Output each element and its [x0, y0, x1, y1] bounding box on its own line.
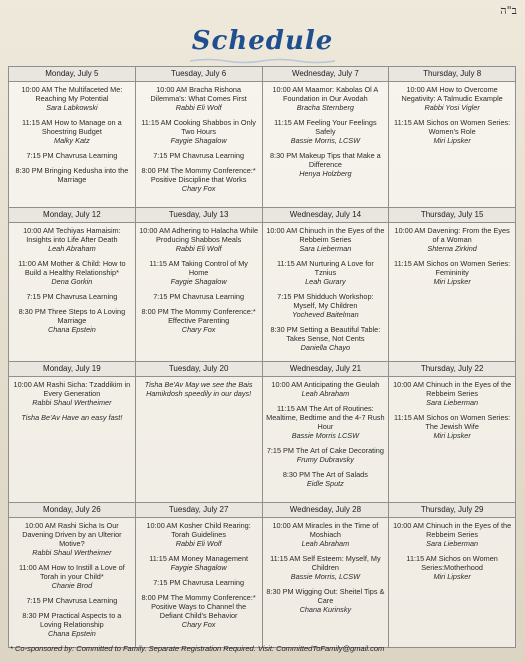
event-speaker: Faygie Shagalow [170, 277, 227, 286]
event-speaker: Daniella Chayo [300, 343, 351, 352]
event-title: 10:00 AM Adhering to Halacha While Producing Shabbos Meals [139, 226, 259, 244]
event-item [392, 118, 512, 145]
day-cell [389, 223, 516, 362]
event-title: 11:15 AM Feeling Your Feelings Safely [274, 118, 377, 136]
event-item [392, 226, 512, 253]
day-header: Monday, July 5 [9, 67, 136, 82]
event-item [139, 118, 259, 145]
event-speaker: Miri Lipsker [433, 136, 471, 145]
day-header: Thursday, July 29 [389, 503, 516, 518]
event-item [12, 380, 132, 407]
event-title: 11:15 AM How to Manage on a Shoestring Budget [22, 118, 122, 136]
event-item [12, 226, 132, 253]
event-item [392, 413, 512, 440]
event-title: 8:30 PM Three Steps to A Loving Marriage [18, 307, 126, 325]
event-title: 8:30 PM Wigging Out: Sheitel Tips & Care [266, 587, 385, 605]
event-item [392, 554, 512, 581]
event-speaker: Sara Lieberman [299, 244, 352, 253]
event-speaker: Eidle Sputz [306, 479, 344, 488]
event-title: 10:00 AM Miracles in the Time of Moshiach [272, 521, 379, 539]
event-title: 7:15 PM Chavrusa Learning [26, 292, 118, 301]
day-cell [135, 223, 262, 362]
day-cell [135, 377, 262, 503]
day-header: Wednesday, July 14 [262, 208, 389, 223]
day-cell [262, 518, 389, 648]
event-speaker: Rabbi Eli Wolf [175, 539, 222, 548]
schedule-grid [8, 66, 516, 648]
event-title: 11:15 AM The Art of Routines: Mealtime, Bedtime and the 4-7 Rush Hour [266, 404, 385, 431]
day-cell [389, 82, 516, 208]
event-title: 8:00 PM The Mommy Conference:* Positive Ways to Channel the Defiant Child's Behavior [141, 593, 256, 620]
event-item [139, 521, 259, 548]
event-speaker: Faygie Shagalow [170, 136, 227, 145]
event-speaker: Sara Labkowski [46, 103, 98, 112]
event-item [139, 578, 259, 587]
event-title: 10:00 AM Rashi Sicha Is Our Davening Driven by an Ulterior Motive? [22, 521, 122, 548]
event-item [392, 521, 512, 548]
event-item [12, 292, 132, 301]
event-item [266, 380, 386, 398]
day-cell [9, 223, 136, 362]
day-header: Monday, July 26 [9, 503, 136, 518]
event-item [266, 118, 386, 145]
event-title: 10:00 AM Chinuch in the Eyes of the Rebbeim Series [393, 521, 512, 539]
title-underline-decoration [190, 58, 335, 64]
event-title: 11:15 AM Self Esteem: Myself, My Children [270, 554, 381, 572]
day-cell [262, 223, 389, 362]
event-title: 11:15 AM Sichos on Women Series: Femininity [394, 259, 511, 277]
day-cell [135, 82, 262, 208]
event-item [139, 307, 259, 334]
event-item [266, 554, 386, 581]
event-speaker: Chary Fox [181, 325, 216, 334]
event-item [266, 446, 386, 464]
event-item [266, 470, 386, 488]
event-item [266, 226, 386, 253]
event-title: 7:15 PM Chavrusa Learning [153, 151, 245, 160]
event-speaker: Leah Abraham [301, 539, 350, 548]
event-title: 11:15 AM Money Management [149, 554, 249, 563]
day-header: Tuesday, July 13 [135, 208, 262, 223]
event-item [12, 563, 132, 590]
event-title: 11:15 AM Sichos on Women Series: Women's Role [394, 118, 511, 136]
day-header: Tuesday, July 20 [135, 362, 262, 377]
event-item [392, 85, 512, 112]
event-title: 7:15 PM Chavrusa Learning [153, 292, 245, 301]
event-title: 11:15 AM Sichos on Women Series: The Jewish Wife [394, 413, 511, 431]
day-header: Monday, July 19 [9, 362, 136, 377]
day-header: Wednesday, July 21 [262, 362, 389, 377]
event-item [12, 259, 132, 286]
event-title: 10:00 AM Chinuch in the Eyes of the Rebbeim Series [266, 226, 385, 244]
event-title: 7:15 PM Chavrusa Learning [153, 578, 245, 587]
event-speaker: Malky Katz [54, 136, 90, 145]
event-item [139, 85, 259, 112]
event-title: 8:30 PM Practical Aspects to a Loving Relationship [22, 611, 122, 629]
event-speaker: Leah Abraham [301, 389, 350, 398]
event-item [12, 151, 132, 160]
day-header: Thursday, July 8 [389, 67, 516, 82]
event-title: 10:00 AM Bracha Rishona Dilemma's: What Comes First [150, 85, 247, 103]
event-speaker: Bracha Sternberg [296, 103, 354, 112]
event-speaker: Chary Fox [181, 184, 216, 193]
event-title: 10:00 AM The Multifaceted Me: Reaching My Potential [21, 85, 123, 103]
day-cell [9, 518, 136, 648]
event-item [12, 118, 132, 145]
event-speaker: Tisha Be'Av Have an easy fast! [21, 413, 123, 422]
event-title: 7:15 PM Chavrusa Learning [26, 151, 118, 160]
event-title: 10:00 AM How to Overcome Negativity: A Talmudic Example [401, 85, 503, 103]
event-item [266, 521, 386, 548]
event-item [266, 85, 386, 112]
event-item [139, 226, 259, 253]
event-speaker: Bassie Morris, LCSW [290, 136, 361, 145]
event-title: 11:00 AM How to Instill a Love of Torah in your Child* [19, 563, 125, 581]
event-title: 8:30 PM Setting a Beautiful Table: Takes Sense, Not Cents [270, 325, 381, 343]
event-title: 8:30 PM The Art of Salads [282, 470, 368, 479]
event-title: 8:30 PM Makeup Tips that Make a Difference [270, 151, 381, 169]
event-item [139, 166, 259, 193]
day-header: Wednesday, July 28 [262, 503, 389, 518]
event-speaker: Bassie Morris LCSW [291, 431, 360, 440]
day-cell [389, 518, 516, 648]
day-header: Thursday, July 15 [389, 208, 516, 223]
event-item [12, 85, 132, 112]
event-speaker: Tisha Be'Av May we see the Bais Hamikdosh speedily in our days! [144, 380, 253, 398]
event-speaker: Chana Epstein [47, 325, 96, 334]
event-speaker: Frumy Dubravsky [296, 455, 354, 464]
event-speaker: Henya Holzberg [299, 169, 352, 178]
event-item [139, 151, 259, 160]
day-cell [389, 377, 516, 503]
event-item [392, 259, 512, 286]
event-speaker: Leah Gurary [305, 277, 346, 286]
event-item [266, 587, 386, 614]
event-speaker: Bassie Morris, LCSW [290, 572, 361, 581]
event-speaker: Chana Epstein [47, 629, 96, 638]
event-title: 10:00 AM Chinuch in the Eyes of the Rebbeim Series [393, 380, 512, 398]
event-item [139, 259, 259, 286]
event-item [12, 596, 132, 605]
event-speaker: Rabbi Yosi Vigler [424, 103, 480, 112]
event-title: 11:15 AM Cooking Shabbos in Only Two Hours [141, 118, 256, 136]
event-speaker: Shterna Zirkind [427, 244, 477, 253]
day-header: Thursday, July 22 [389, 362, 516, 377]
event-item [392, 380, 512, 407]
event-speaker: Rabbi Eli Wolf [175, 103, 222, 112]
day-cell [262, 377, 389, 503]
event-speaker: Miri Lipsker [433, 277, 471, 286]
event-item [12, 166, 132, 184]
event-item [266, 259, 386, 286]
event-speaker: Dena Gorkin [51, 277, 93, 286]
page-title: Schedule [191, 26, 334, 56]
event-speaker: Chanie Brod [51, 581, 93, 590]
day-cell [9, 377, 136, 503]
event-title: 10:00 AM Anticipating the Geulah [271, 380, 380, 389]
event-speaker: Leah Abraham [48, 244, 96, 253]
day-header: Tuesday, July 27 [135, 503, 262, 518]
event-speaker: Rabbi Shaul Wertheimer [32, 548, 112, 557]
event-item [12, 611, 132, 638]
event-speaker: Sara Lieberman [426, 539, 479, 548]
event-title: 11:00 AM Mother & Child: How to Build a Healthy Relationship* [18, 259, 126, 277]
event-speaker: Faygie Shagalow [170, 563, 227, 572]
event-title: 7:15 PM Chavrusa Learning [26, 596, 118, 605]
event-speaker: Chana Kurinsky [299, 605, 352, 614]
event-title: 8:30 PM Bringing Kedusha into the Marriage [15, 166, 129, 184]
event-item [12, 307, 132, 334]
event-title: 11:15 AM Taking Control of My Home [149, 259, 248, 277]
event-title: 7:15 PM Shidduch Workshop: Myself, My Children [277, 292, 374, 310]
day-cell [262, 82, 389, 208]
event-speaker: Rabbi Eli Wolf [175, 244, 222, 253]
event-item [139, 380, 259, 398]
event-title: 10:00 AM Davening: From the Eyes of a Woman [394, 226, 510, 244]
event-item [266, 404, 386, 440]
event-item [139, 554, 259, 572]
event-title: 11:15 AM Sichos on Women Series:Motherhood [406, 554, 498, 572]
day-cell [135, 518, 262, 648]
event-speaker: Yocheved Baitelman [292, 310, 359, 319]
footer-note: * Co-sponsored by: Committed to Family. Separate Registration Required. Visit: CommittedToFamily@gmail.com [10, 644, 385, 653]
event-speaker: Sara Lieberman [426, 398, 479, 407]
day-header: Monday, July 12 [9, 208, 136, 223]
day-header: Tuesday, July 6 [135, 67, 262, 82]
event-item [12, 413, 132, 422]
event-item [139, 292, 259, 301]
event-title: 10:00 AM Kosher Child Rearing: Torah Guidelines [146, 521, 251, 539]
event-title: 10:00 AM Rashi Sicha: Tzaddikim in Every Generation [13, 380, 131, 398]
event-item [266, 151, 386, 178]
event-title: 10:00 AM Techiyas Hamaisim: Insights into Life After Death [23, 226, 121, 244]
event-speaker: Miri Lipsker [433, 572, 471, 581]
bais-hashem-mark: ב"ה [500, 4, 517, 17]
day-header: Wednesday, July 7 [262, 67, 389, 82]
event-title: 8:00 PM The Mommy Conference:* Positive Discipline that Works [141, 166, 256, 184]
event-title: 7:15 PM The Art of Cake Decorating [266, 446, 384, 455]
event-speaker: Miri Lipsker [433, 431, 471, 440]
event-item [12, 521, 132, 557]
event-item [266, 292, 386, 319]
event-speaker: Rabbi Shaul Wertheimer [32, 398, 112, 407]
event-speaker: Chary Fox [181, 620, 216, 629]
event-item [266, 325, 386, 352]
event-title: 10:00 AM Maamor: Kabolas Ol A Foundation in Our Avodah [272, 85, 379, 103]
event-title: 11:15 AM Nurturing A Love for Tznius [276, 259, 374, 277]
day-cell [9, 82, 136, 208]
event-item [139, 593, 259, 629]
event-title: 8:00 PM The Mommy Conference:* Effective Parenting [141, 307, 256, 325]
